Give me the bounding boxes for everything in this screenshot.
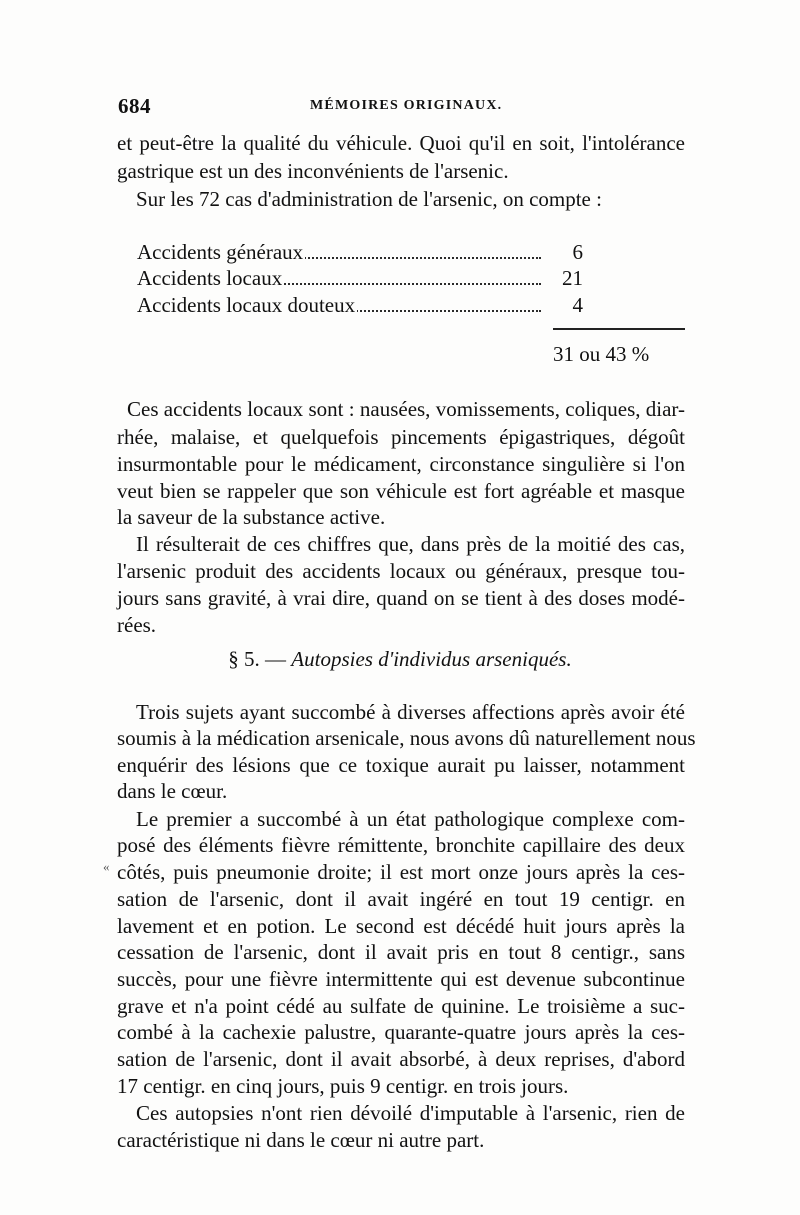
stat-label: Accidents locaux [137, 266, 283, 290]
section-title: Autopsies d'individus arseniqués. [291, 647, 572, 671]
page-number: 684 [118, 94, 151, 118]
stat-label: Accidents généraux [137, 240, 304, 264]
text-line: jours sans gravité, à vrai dire, quand on se tient à des doses modé- [117, 586, 685, 610]
section-heading [0, 645, 800, 673]
text-line: l'arsenic produit des accidents locaux ou généraux, presque tou- [117, 559, 685, 583]
text-line: Ces autopsies n'ont rien dévoilé d'imputable à l'arsenic, rien de [136, 1101, 685, 1125]
text-line: lavement et en potion. Le second est décédé huit jours après la [117, 914, 685, 938]
text-line: côtés, puis pneumonie droite; il est mort onze jours après la ces- [117, 860, 685, 884]
stat-value: 6 [572, 240, 583, 264]
text-line: gastrique est un des inconvénients de l'arsenic. [117, 159, 509, 183]
text-line: Il résulterait de ces chiffres que, dans près de la moitié des cas, [136, 532, 685, 556]
running-head [118, 94, 694, 124]
stat-row [137, 291, 583, 319]
text-line: Ces accidents locaux sont : nausées, vomissements, coliques, diar- [127, 397, 685, 421]
text-line: soumis à la médication arsenicale, nous avons dû naturellement nous [117, 726, 696, 750]
text-line: 17 centigr. en cinq jours, puis 9 centigr. en trois jours. [117, 1074, 569, 1098]
stat-row [137, 264, 583, 292]
text-line: la saveur de la substance active. [117, 505, 386, 529]
stat-value: 21 [562, 266, 583, 290]
text-line: grave et n'a point cédé au sulfate de quinine. Le troisième a suc- [117, 994, 685, 1018]
text-line: veut bien se rappeler que son véhicule est fort agréable et masque [117, 479, 685, 503]
section-number: § 5. — [228, 647, 287, 671]
margin-mark: « [103, 859, 110, 874]
text-line: sation de l'arsenic, dont il avait ingéré en tout 19 centigr. en [117, 887, 685, 911]
text-line: Le premier a succombé à un état pathologique complexe com- [136, 807, 685, 831]
text-line: rhée, malaise, et quelquefois pincements épigastriques, dégoût [117, 425, 685, 449]
text-line: Sur les 72 cas d'administration de l'arsenic, on compte : [136, 187, 602, 211]
text-line: rées. [117, 613, 157, 637]
text-line: insurmontable pour le médicament, circonstance singulière si l'on [117, 452, 685, 476]
total-rule [553, 328, 685, 330]
text-line: Trois sujets ayant succombé à diverses affections après avoir été [136, 700, 685, 724]
text-line: dans le cœur. [117, 779, 228, 803]
text-line: caractéristique ni dans le cœur ni autre part. [117, 1128, 485, 1152]
stat-value: 4 [572, 293, 583, 317]
text-line: succès, pour une fièvre intermittente qui est devenue subcontinue [117, 967, 685, 991]
stat-row [137, 238, 583, 266]
stat-label: Accidents locaux douteux [137, 293, 356, 317]
text-line: posé des éléments fièvre rémittente, bronchite capillaire des deux [117, 833, 685, 857]
running-title: MÉMOIRES ORIGINAUX. [310, 98, 503, 113]
text-line: et peut-être la qualité du véhicule. Quoi qu'il en soit, l'intolérance [117, 131, 685, 155]
text-line: combé à la cachexie palustre, quarante-quatre jours après la ces- [117, 1020, 685, 1044]
text-line: cessation de l'arsenic, dont il avait pris en tout 8 centigr., sans [117, 940, 685, 964]
text-line: sation de l'arsenic, dont il avait absorbé, à deux reprises, d'abord [117, 1047, 685, 1071]
text-line: enquérir des lésions que ce toxique aurait pu laisser, notamment [117, 753, 685, 777]
stat-total: 31 ou 43 % [553, 342, 650, 366]
